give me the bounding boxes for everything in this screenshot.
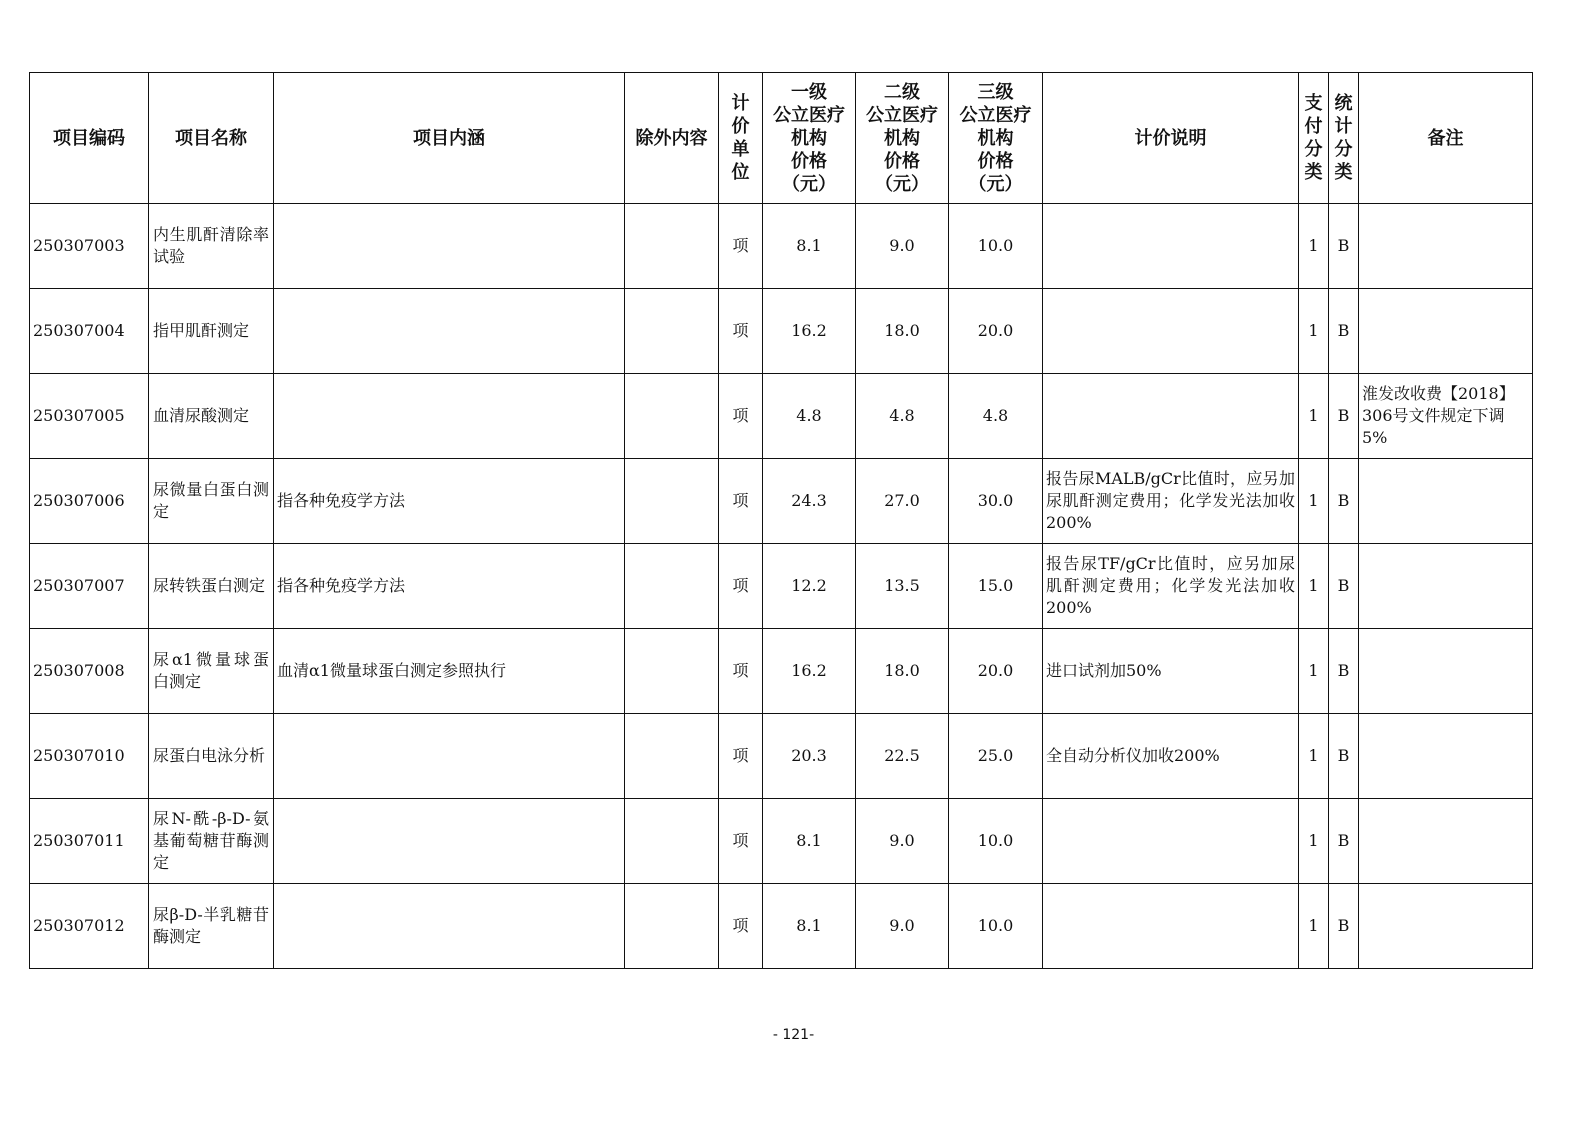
cell-code: 250307003 bbox=[30, 204, 149, 289]
cell-remark bbox=[1359, 459, 1533, 544]
cell-remark bbox=[1359, 204, 1533, 289]
cell-price-level2: 9.0 bbox=[856, 799, 949, 884]
cell-price-level3: 15.0 bbox=[949, 544, 1043, 629]
table-row bbox=[30, 799, 1533, 884]
cell-remark: 淮发改收费【2018】306号文件规定下调5% bbox=[1359, 374, 1533, 459]
cell-code: 250307010 bbox=[30, 714, 149, 799]
header-code: 项目编码 bbox=[30, 73, 149, 204]
cell-price-level2: 18.0 bbox=[856, 289, 949, 374]
cell-description bbox=[1043, 374, 1299, 459]
cell-price-level2: 13.5 bbox=[856, 544, 949, 629]
cell-price-level1: 16.2 bbox=[763, 289, 856, 374]
cell-statistic: B bbox=[1329, 884, 1359, 969]
cell-excluded bbox=[625, 629, 719, 714]
cell-price-level2: 9.0 bbox=[856, 204, 949, 289]
cell-statistic: B bbox=[1329, 204, 1359, 289]
cell-price-level2: 22.5 bbox=[856, 714, 949, 799]
cell-name: 血清尿酸测定 bbox=[149, 374, 274, 459]
cell-price-level3: 30.0 bbox=[949, 459, 1043, 544]
cell-name: 尿β-D-半乳糖苷酶测定 bbox=[149, 884, 274, 969]
cell-price-level1: 8.1 bbox=[763, 204, 856, 289]
cell-description bbox=[1043, 884, 1299, 969]
cell-description: 进口试剂加50% bbox=[1043, 629, 1299, 714]
cell-payment: 1 bbox=[1299, 884, 1329, 969]
cell-unit: 项 bbox=[719, 884, 763, 969]
cell-price-level3: 10.0 bbox=[949, 884, 1043, 969]
cell-excluded bbox=[625, 884, 719, 969]
cell-statistic: B bbox=[1329, 799, 1359, 884]
cell-price-level1: 16.2 bbox=[763, 629, 856, 714]
cell-name: 内生肌酐清除率试验 bbox=[149, 204, 274, 289]
cell-excluded bbox=[625, 289, 719, 374]
table-row bbox=[30, 544, 1533, 629]
cell-code: 250307008 bbox=[30, 629, 149, 714]
cell-unit: 项 bbox=[719, 799, 763, 884]
cell-price-level2: 4.8 bbox=[856, 374, 949, 459]
cell-payment: 1 bbox=[1299, 204, 1329, 289]
table-row bbox=[30, 629, 1533, 714]
cell-name: 尿转铁蛋白测定 bbox=[149, 544, 274, 629]
cell-unit: 项 bbox=[719, 459, 763, 544]
cell-statistic: B bbox=[1329, 289, 1359, 374]
cell-name: 尿α1微量球蛋白测定 bbox=[149, 629, 274, 714]
cell-description bbox=[1043, 289, 1299, 374]
header-content: 项目内涵 bbox=[274, 73, 625, 204]
cell-excluded bbox=[625, 374, 719, 459]
cell-description: 报告尿TF/gCr比值时，应另加尿肌酐测定费用；化学发光法加收200% bbox=[1043, 544, 1299, 629]
cell-content bbox=[274, 374, 625, 459]
cell-code: 250307007 bbox=[30, 544, 149, 629]
header-payment: 支 付 分 类 bbox=[1299, 73, 1329, 204]
cell-unit: 项 bbox=[719, 544, 763, 629]
cell-excluded bbox=[625, 544, 719, 629]
cell-remark bbox=[1359, 884, 1533, 969]
cell-content bbox=[274, 289, 625, 374]
cell-price-level3: 25.0 bbox=[949, 714, 1043, 799]
cell-unit: 项 bbox=[719, 204, 763, 289]
cell-name: 尿蛋白电泳分析 bbox=[149, 714, 274, 799]
cell-price-level1: 20.3 bbox=[763, 714, 856, 799]
cell-content: 指各种免疫学方法 bbox=[274, 459, 625, 544]
cell-payment: 1 bbox=[1299, 544, 1329, 629]
cell-price-level1: 8.1 bbox=[763, 799, 856, 884]
table-row bbox=[30, 459, 1533, 544]
cell-remark bbox=[1359, 544, 1533, 629]
cell-statistic: B bbox=[1329, 374, 1359, 459]
cell-description: 全自动分析仪加收200% bbox=[1043, 714, 1299, 799]
cell-code: 250307011 bbox=[30, 799, 149, 884]
cell-payment: 1 bbox=[1299, 374, 1329, 459]
cell-price-level1: 4.8 bbox=[763, 374, 856, 459]
cell-excluded bbox=[625, 799, 719, 884]
header-remark: 备注 bbox=[1359, 73, 1533, 204]
header-description: 计价说明 bbox=[1043, 73, 1299, 204]
page-number: - 121- bbox=[772, 1027, 815, 1043]
cell-price-level2: 18.0 bbox=[856, 629, 949, 714]
cell-content bbox=[274, 714, 625, 799]
cell-price-level1: 24.3 bbox=[763, 459, 856, 544]
cell-price-level3: 10.0 bbox=[949, 799, 1043, 884]
header-excluded: 除外内容 bbox=[625, 73, 719, 204]
cell-code: 250307005 bbox=[30, 374, 149, 459]
cell-price-level1: 12.2 bbox=[763, 544, 856, 629]
cell-payment: 1 bbox=[1299, 799, 1329, 884]
cell-payment: 1 bbox=[1299, 629, 1329, 714]
cell-remark bbox=[1359, 629, 1533, 714]
cell-content bbox=[274, 204, 625, 289]
cell-statistic: B bbox=[1329, 544, 1359, 629]
cell-price-level3: 4.8 bbox=[949, 374, 1043, 459]
cell-code: 250307004 bbox=[30, 289, 149, 374]
cell-description bbox=[1043, 204, 1299, 289]
header-unit: 计 价 单 位 bbox=[719, 73, 763, 204]
cell-remark bbox=[1359, 714, 1533, 799]
price-table bbox=[29, 72, 1533, 969]
header-name: 项目名称 bbox=[149, 73, 274, 204]
cell-name: 尿微量白蛋白测定 bbox=[149, 459, 274, 544]
cell-statistic: B bbox=[1329, 714, 1359, 799]
cell-description bbox=[1043, 799, 1299, 884]
cell-excluded bbox=[625, 204, 719, 289]
cell-price-level3: 20.0 bbox=[949, 289, 1043, 374]
cell-price-level3: 20.0 bbox=[949, 629, 1043, 714]
cell-price-level2: 9.0 bbox=[856, 884, 949, 969]
cell-unit: 项 bbox=[719, 374, 763, 459]
cell-code: 250307012 bbox=[30, 884, 149, 969]
cell-unit: 项 bbox=[719, 714, 763, 799]
cell-description: 报告尿MALB/gCr比值时，应另加尿肌酐测定费用；化学发光法加收200% bbox=[1043, 459, 1299, 544]
cell-content: 血清α1微量球蛋白测定参照执行 bbox=[274, 629, 625, 714]
cell-excluded bbox=[625, 714, 719, 799]
cell-statistic: B bbox=[1329, 459, 1359, 544]
cell-statistic: B bbox=[1329, 629, 1359, 714]
table-row bbox=[30, 714, 1533, 799]
cell-content: 指各种免疫学方法 bbox=[274, 544, 625, 629]
header-statistic: 统 计 分 类 bbox=[1329, 73, 1359, 204]
cell-name: 尿N-酰-β-D-氨基葡萄糖苷酶测定 bbox=[149, 799, 274, 884]
cell-content bbox=[274, 799, 625, 884]
cell-name: 指甲肌酐测定 bbox=[149, 289, 274, 374]
table-row bbox=[30, 884, 1533, 969]
header-price-level1: 一级 公立医疗 机构 价格 （元） bbox=[763, 73, 856, 204]
cell-excluded bbox=[625, 459, 719, 544]
table-row bbox=[30, 289, 1533, 374]
cell-payment: 1 bbox=[1299, 289, 1329, 374]
header-price-level2: 二级 公立医疗 机构 价格 （元） bbox=[856, 73, 949, 204]
cell-content bbox=[274, 884, 625, 969]
cell-price-level2: 27.0 bbox=[856, 459, 949, 544]
cell-remark bbox=[1359, 289, 1533, 374]
cell-unit: 项 bbox=[719, 289, 763, 374]
cell-remark bbox=[1359, 799, 1533, 884]
cell-unit: 项 bbox=[719, 629, 763, 714]
cell-payment: 1 bbox=[1299, 714, 1329, 799]
cell-code: 250307006 bbox=[30, 459, 149, 544]
table-header-row bbox=[30, 73, 1533, 204]
cell-price-level3: 10.0 bbox=[949, 204, 1043, 289]
table-row bbox=[30, 204, 1533, 289]
cell-payment: 1 bbox=[1299, 459, 1329, 544]
header-price-level3: 三级 公立医疗 机构 价格 （元） bbox=[949, 73, 1043, 204]
cell-price-level1: 8.1 bbox=[763, 884, 856, 969]
table-row bbox=[30, 374, 1533, 459]
